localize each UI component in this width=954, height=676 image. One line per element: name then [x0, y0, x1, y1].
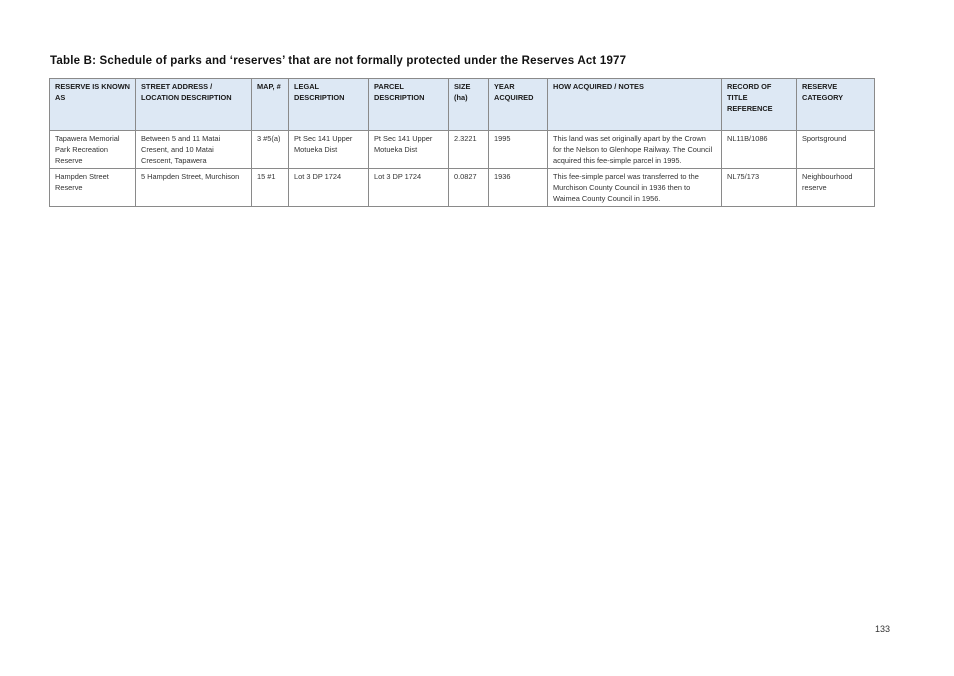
column-header: RESERVE CATEGORY	[797, 79, 875, 131]
table-cell: 2.3221	[449, 131, 489, 169]
table-cell: Sportsground	[797, 131, 875, 169]
table-cell: NL11B/1086	[722, 131, 797, 169]
column-header: RECORD OF TITLE REFERENCE	[722, 79, 797, 131]
table-cell: Pt Sec 141 Upper Motueka Dist	[289, 131, 369, 169]
table-cell: 0.0827	[449, 169, 489, 207]
table-cell: 5 Hampden Street, Murchison	[136, 169, 252, 207]
table-row	[50, 131, 875, 169]
page-number: 133	[875, 624, 891, 634]
column-header: MAP, #	[252, 79, 289, 131]
table-row	[50, 169, 875, 207]
column-header: LEGAL DESCRIPTION	[289, 79, 369, 131]
table-cell: 1936	[489, 169, 548, 207]
column-header: RESERVE IS KNOWN AS	[50, 79, 136, 131]
column-header: YEAR ACQUIRED	[489, 79, 548, 131]
table-cell: 3 #5(a)	[252, 131, 289, 169]
table-cell: Lot 3 DP 1724	[289, 169, 369, 207]
column-header: STREET ADDRESS / LOCATION DESCRIPTION	[136, 79, 252, 131]
table-cell: This land was set originally apart by the Crown for the Nelson to Glenhope Railway. The Council acquired this fee-simple parcel in 1995.	[548, 131, 722, 169]
column-header: SIZE (ha)	[449, 79, 489, 131]
table-title: Table B: Schedule of parks and ‘reserves’ that are not formally protected under the Reserves Act 1977	[50, 55, 627, 67]
table-cell: 15 #1	[252, 169, 289, 207]
reserves-schedule-table	[49, 78, 875, 207]
column-header: PARCEL DESCRIPTION	[369, 79, 449, 131]
table-cell: Lot 3 DP 1724	[369, 169, 449, 207]
table-cell: 1995	[489, 131, 548, 169]
table-cell: Tapawera Memorial Park Recreation Reserve	[50, 131, 136, 169]
table-cell: Hampden Street Reserve	[50, 169, 136, 207]
table-cell: Pt Sec 141 Upper Motueka Dist	[369, 131, 449, 169]
table-cell: NL75/173	[722, 169, 797, 207]
column-header: HOW ACQUIRED / NOTES	[548, 79, 722, 131]
table-cell: Between 5 and 11 Matai Cresent, and 10 Matai Crescent, Tapawera	[136, 131, 252, 169]
header-row	[50, 79, 875, 131]
table-cell: This fee-simple parcel was transferred to the Murchison County Council in 1936 then to Waimea County Council in 1956.	[548, 169, 722, 207]
table-cell: Neighbourhood reserve	[797, 169, 875, 207]
